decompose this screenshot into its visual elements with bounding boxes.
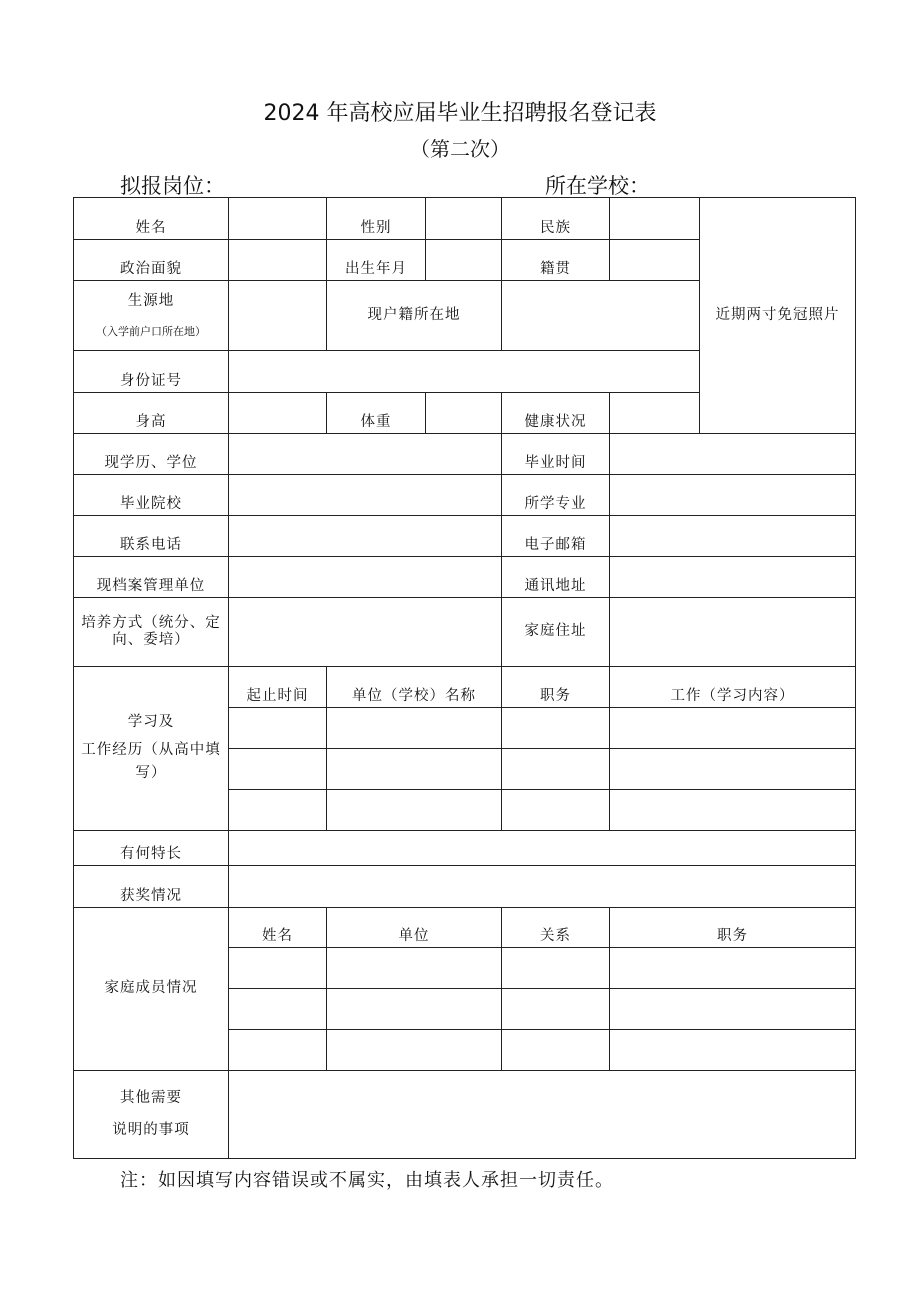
- home-field[interactable]: [610, 598, 856, 667]
- specialty-label: 有何特长: [74, 831, 229, 866]
- ethnicity-field[interactable]: [610, 198, 700, 240]
- health-field[interactable]: [610, 393, 700, 434]
- origin-note: （入学前户口所在地）: [96, 324, 206, 338]
- email-field[interactable]: [610, 516, 856, 557]
- household-label: 现户籍所在地: [327, 281, 502, 351]
- exp-content-field[interactable]: [610, 790, 856, 831]
- exp-period-header: 起止时间: [229, 667, 327, 708]
- university-field[interactable]: [229, 475, 502, 516]
- address-label: 通讯地址: [502, 557, 610, 598]
- phone-field[interactable]: [229, 516, 502, 557]
- email-label: 电子邮箱: [502, 516, 610, 557]
- grad-time-label: 毕业时间: [502, 434, 610, 475]
- experience-label-line1: 学习及: [127, 714, 175, 731]
- training-label-line2: 向、委培）: [112, 632, 190, 648]
- grad-time-field[interactable]: [610, 434, 856, 475]
- awards-field[interactable]: [229, 866, 856, 908]
- fam-post-field[interactable]: [610, 948, 856, 989]
- fam-relation-header: 关系: [502, 908, 610, 948]
- fam-name-header: 姓名: [229, 908, 327, 948]
- education-label: 现学历、学位: [74, 434, 229, 475]
- fam-unit-field[interactable]: [327, 989, 502, 1030]
- fam-relation-field[interactable]: [502, 948, 610, 989]
- height-field[interactable]: [229, 393, 327, 434]
- ethnicity-label: 民族: [502, 198, 610, 240]
- gender-label: 性别: [327, 198, 426, 240]
- other-label-line1: 其他需要: [120, 1090, 182, 1107]
- exp-period-field[interactable]: [229, 708, 327, 749]
- native-place-field[interactable]: [610, 240, 700, 281]
- experience-label-cell: [74, 667, 229, 831]
- fam-name-field[interactable]: [229, 989, 327, 1030]
- archive-label: 现档案管理单位: [74, 557, 229, 598]
- exp-content-field[interactable]: [610, 708, 856, 749]
- political-field[interactable]: [229, 240, 327, 281]
- exp-unit-field[interactable]: [327, 708, 502, 749]
- weight-field[interactable]: [426, 393, 502, 434]
- other-label-cell: [74, 1071, 229, 1159]
- exp-unit-field[interactable]: [327, 749, 502, 790]
- health-label: 健康状况: [502, 393, 610, 434]
- origin-label-cell: [74, 281, 229, 351]
- applied-position-label: 拟报岗位：: [120, 174, 225, 198]
- origin-label: 生源地: [127, 293, 175, 310]
- training-label-line1: 培养方式（统分、定: [81, 614, 221, 631]
- exp-unit-header: 单位（学校）名称: [327, 667, 502, 708]
- height-label: 身高: [74, 393, 229, 434]
- experience-label-line2: 工作经历（从高中填: [81, 741, 221, 758]
- university-label: 毕业院校: [74, 475, 229, 516]
- political-label: 政治面貌: [74, 240, 229, 281]
- training-field[interactable]: [229, 598, 502, 667]
- fam-post-header: 职务: [610, 908, 856, 948]
- id-number-field[interactable]: [229, 351, 700, 393]
- exp-unit-field[interactable]: [327, 790, 502, 831]
- form-subtitle: （第二次）: [410, 137, 510, 161]
- fam-unit-field[interactable]: [327, 948, 502, 989]
- exp-post-field[interactable]: [502, 708, 610, 749]
- gender-field[interactable]: [426, 198, 502, 240]
- exp-content-field[interactable]: [610, 749, 856, 790]
- id-number-label: 身份证号: [74, 351, 229, 393]
- native-place-label: 籍贯: [502, 240, 610, 281]
- other-label-line2: 说明的事项: [112, 1121, 190, 1138]
- fam-name-field[interactable]: [229, 948, 327, 989]
- exp-content-header: 工作（学习内容）: [610, 667, 856, 708]
- other-field[interactable]: [229, 1071, 856, 1159]
- origin-field[interactable]: [229, 281, 327, 351]
- fam-name-field[interactable]: [229, 1030, 327, 1071]
- major-field[interactable]: [610, 475, 856, 516]
- phone-label: 联系电话: [74, 516, 229, 557]
- archive-field[interactable]: [229, 557, 502, 598]
- home-label: 家庭住址: [502, 598, 610, 667]
- form-title: 2024 年高校应届毕业生招聘报名登记表: [263, 101, 657, 126]
- experience-label-line3: 写）: [135, 765, 167, 782]
- birth-field[interactable]: [426, 240, 502, 281]
- address-field[interactable]: [610, 557, 856, 598]
- disclaimer-note: 注：如因填写内容错误或不属实，由填表人承担一切责任。: [120, 1170, 614, 1191]
- name-label: 姓名: [74, 198, 229, 240]
- fam-unit-header: 单位: [327, 908, 502, 948]
- photo-box[interactable]: 近期两寸免冠照片: [700, 198, 856, 434]
- exp-post-field[interactable]: [502, 749, 610, 790]
- exp-period-field[interactable]: [229, 790, 327, 831]
- exp-post-field[interactable]: [502, 790, 610, 831]
- major-label: 所学专业: [502, 475, 610, 516]
- specialty-field[interactable]: [229, 831, 856, 866]
- fam-unit-field[interactable]: [327, 1030, 502, 1071]
- weight-label: 体重: [327, 393, 426, 434]
- training-label-cell: [74, 598, 229, 667]
- exp-period-field[interactable]: [229, 749, 327, 790]
- fam-post-field[interactable]: [610, 989, 856, 1030]
- birth-label: 出生年月: [327, 240, 426, 281]
- exp-post-header: 职务: [502, 667, 610, 708]
- fam-post-field[interactable]: [610, 1030, 856, 1071]
- fam-relation-field[interactable]: [502, 989, 610, 1030]
- education-field[interactable]: [229, 434, 502, 475]
- registration-table: [73, 197, 856, 1159]
- household-field[interactable]: [502, 281, 700, 351]
- name-field[interactable]: [229, 198, 327, 240]
- awards-label: 获奖情况: [74, 866, 229, 908]
- fam-relation-field[interactable]: [502, 1030, 610, 1071]
- school-label: 所在学校：: [545, 174, 650, 198]
- family-label: 家庭成员情况: [74, 908, 229, 1071]
